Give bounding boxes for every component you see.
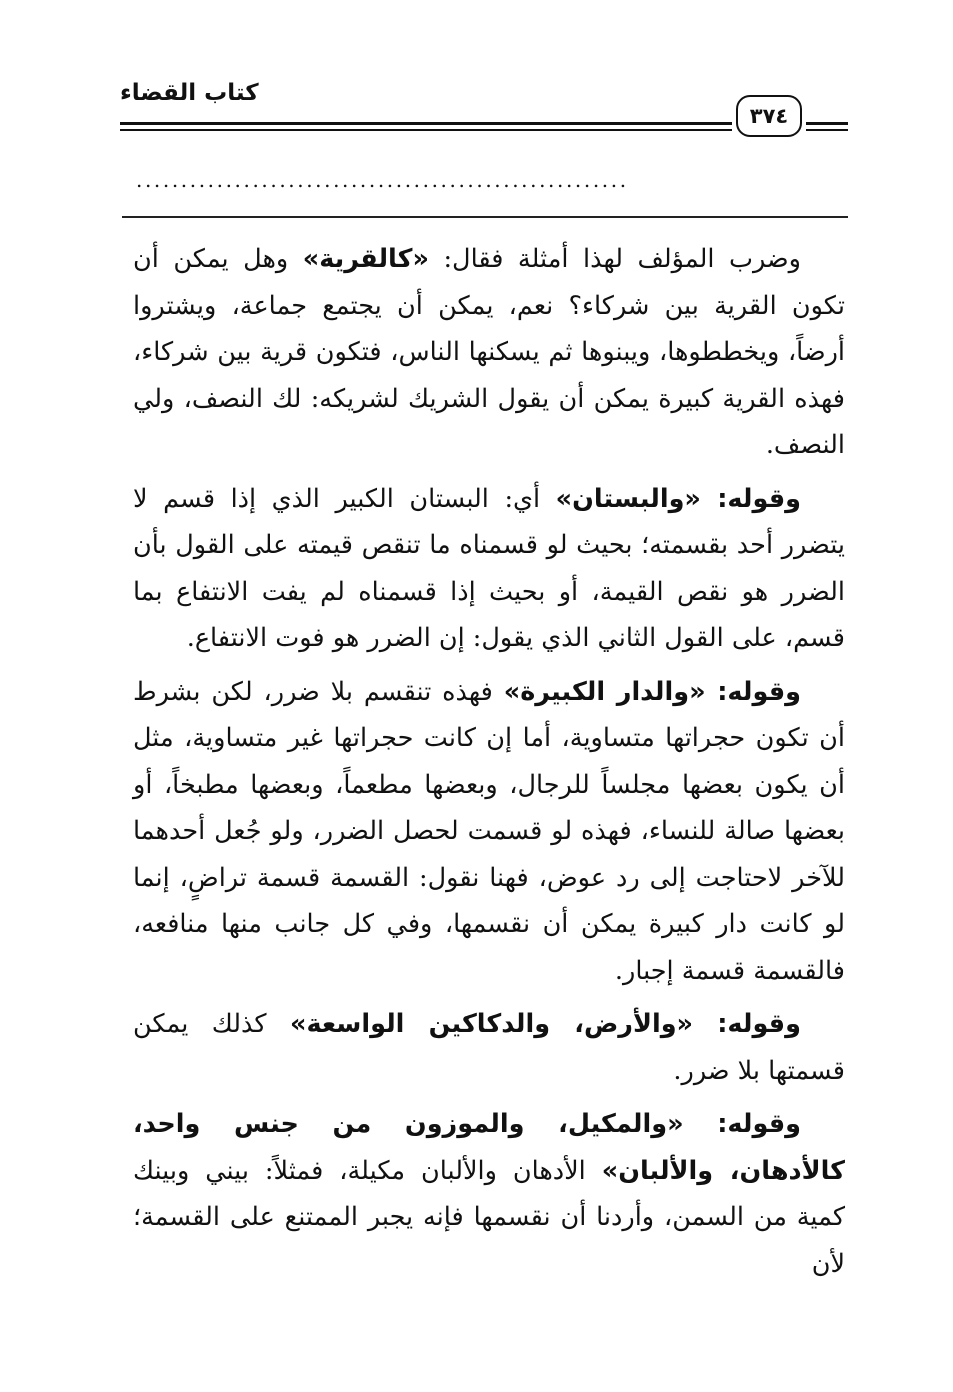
paragraph-text: أي: البستان الكبير الذي إذا قسم لا يتضرر أحد بقسمته؛ بحيث لو قسمناه ما تنقص قيمته على القول بأن الضرر هو نقص القيمة، أو بحيث إذا قسمناه لم يفت الانتفاع بما قسم، على القول الثاني الذي يقول: إن الضرر هو فوت الانتفاع. bbox=[133, 483, 845, 653]
book-title: كتاب القضاء bbox=[120, 80, 259, 106]
quoted-term: «والأرض، والدكاكين الواسعة» bbox=[289, 1009, 694, 1039]
header-rule-lower bbox=[120, 129, 732, 131]
paragraph-text: الأدهان والألبان مكيلة، فمثلاً: بيني وبينك كمية من السمن، وأردنا أن نقسمها فإنه يجبر الممتنع على القسمة؛ لأن bbox=[133, 1155, 845, 1279]
page-number: ٣٧٤ bbox=[736, 95, 802, 137]
quoted-term: «والمكيل، والموزون من جنس واحد، كالأدهان، والألبان» bbox=[133, 1109, 845, 1186]
paragraph-text: كذلك يمكن قسمتها بلا ضرر. bbox=[133, 1009, 845, 1086]
paragraph-lead: وقوله: bbox=[700, 483, 802, 514]
body-text bbox=[133, 236, 845, 1294]
divider-rule bbox=[122, 216, 848, 218]
paragraph-intro: وضرب المؤلف لهذا أمثلة فقال: bbox=[428, 244, 801, 274]
paragraph bbox=[133, 476, 845, 662]
paragraph bbox=[133, 1001, 845, 1094]
paragraph bbox=[133, 236, 845, 469]
header-rule-right-upper bbox=[806, 122, 848, 125]
dotted-separator: ....................................................... bbox=[136, 170, 629, 190]
paragraph bbox=[133, 669, 845, 995]
quoted-term: «كالقرية» bbox=[302, 244, 429, 274]
paragraph-lead: وقوله: bbox=[683, 1109, 801, 1139]
paragraph-text: فهذه تنقسم بلا ضرر، لكن بشرط أن تكون حجراتها متساوية، أما إن كانت حجراتها غير متساوية، مثل أن يكون بعضها مجلساً للرجال، وبعضها مطعماً، وبعضها مطبخاً، أو بعضها صالة للنساء، فهذه لو قسمت لحصل الضرر، ولو جُعل أحدهما للآخر لاحتاجت إلى رد عوض، فهنا نقول: القسمة قسمة تراضٍ، إنما لو كانت دار كبيرة يمكن أن نقسمها، وفي كل جانب منها منافعه، فالقسمة قسمة إجبار. bbox=[133, 676, 845, 986]
paragraph-lead: وقوله: bbox=[693, 1009, 801, 1039]
paragraph bbox=[133, 1101, 845, 1287]
header-rule-right-lower bbox=[806, 129, 848, 131]
header-rule-upper bbox=[120, 122, 732, 125]
quoted-term: «والدار الكبيرة» bbox=[503, 676, 706, 707]
running-header bbox=[120, 80, 848, 150]
paragraph-lead: وقوله: bbox=[705, 676, 801, 707]
quoted-term: «والبستان» bbox=[555, 483, 701, 514]
paragraph-text: وهل يمكن أن تكون القرية بين شركاء؟ نعم، يمكن أن يجتمع جماعة، ويشتروا أرضاً، ويخططوها، ويبنوها ثم يسكنها الناس، فتكون قرية بين شركاء، فهذه القرية كبيرة يمكن أن يقول الشريك لشريكه: لك النصف، ولي النصف. bbox=[133, 244, 845, 460]
